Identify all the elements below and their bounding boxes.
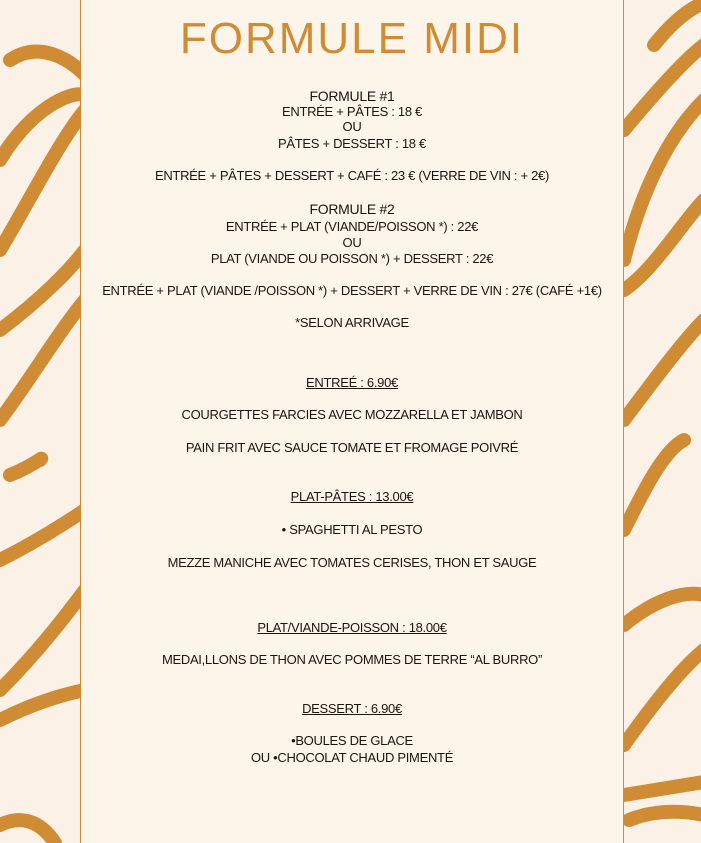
entree-item: COURGETTES FARCIES AVEC MOZZARELLA ET JAMBON bbox=[181, 407, 523, 422]
formule1-option-3: ENTRÉE + PÂTES + DESSERT + CAFÉ : 23 € (VERRE DE VIN : + 2€) bbox=[154, 168, 550, 183]
formule1-option-1: ENTRÉE + PÂTES : 18 € bbox=[281, 104, 422, 119]
plat-pates-item: • SPAGHETTI AL PESTO bbox=[281, 522, 423, 537]
formule2-or: OU bbox=[342, 235, 362, 250]
formule2-option-2: PLAT (VIANDE OU POISSON *) + DESSERT : 22€ bbox=[210, 251, 494, 266]
dessert-item: •BOULES DE GLACE bbox=[291, 733, 413, 748]
menu-panel bbox=[80, 0, 624, 843]
formule1-option-2: PÂTES + DESSERT : 18 € bbox=[278, 136, 426, 151]
plat-viande-item: MEDAI,LLONS DE THON AVEC POMMES DE TERRE “AL BURRO” bbox=[161, 652, 543, 667]
formule1-or: OU bbox=[342, 119, 362, 134]
formule2-option-3: ENTRÉE + PLAT (VIANDE /POISSON *) + DESSERT + VERRE DE VIN : 27€ (CAFÉ +1€) bbox=[102, 283, 602, 298]
arrivage-note: *SELON ARRIVAGE bbox=[295, 315, 409, 330]
plat-pates-heading: PLAT-PÂTES : 13.00€ bbox=[290, 489, 414, 504]
formule2-option-1: ENTRÉE + PLAT (VIANDE/POISSON *) : 22€ bbox=[225, 219, 479, 234]
formule1-heading: FORMULE #1 bbox=[309, 88, 395, 104]
plat-viande-heading: PLAT/VIANDE-POISSON : 18.00€ bbox=[257, 620, 447, 635]
formule2-heading: FORMULE #2 bbox=[309, 201, 395, 217]
entree-heading: ENTREÉ : 6.90€ bbox=[306, 375, 398, 390]
page-title: FORMULE MIDI bbox=[179, 14, 525, 63]
entree-item: PAIN FRIT AVEC SAUCE TOMATE ET FROMAGE POIVRÉ bbox=[185, 440, 519, 455]
plat-pates-item: MEZZE MANICHE AVEC TOMATES CERISES, THON ET SAUGE bbox=[167, 555, 537, 570]
dessert-item: OU •CHOCOLAT CHAUD PIMENTÉ bbox=[250, 750, 454, 765]
dessert-heading: DESSERT : 6.90€ bbox=[302, 701, 402, 716]
